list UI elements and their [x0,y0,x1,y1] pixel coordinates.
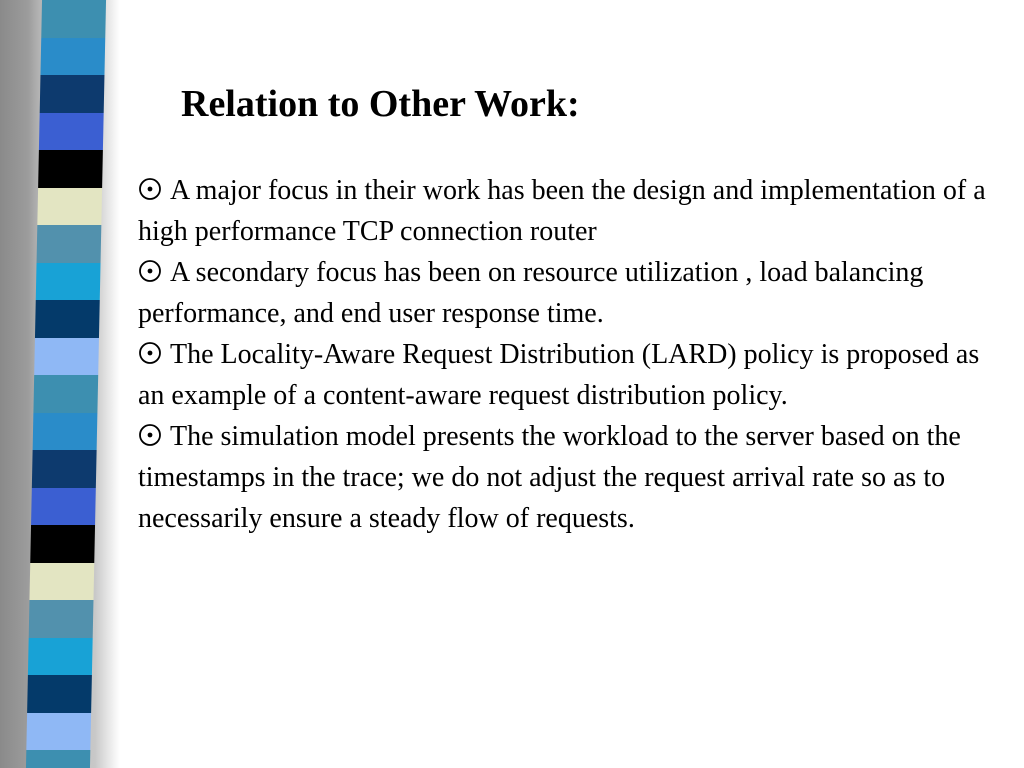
stripe-segment [31,488,96,526]
bullet-text-4: The simulation model presents the workload to the server based on the timestamps in the trace; we do not adjust the request arrival rate so as to necessarily ensure a steady flow of requests. [138,421,961,534]
stripe-segment [29,600,94,638]
stripe-segment [29,563,94,601]
stripe-segment [40,38,105,76]
stripe-segment [37,188,102,226]
bullet-text-3: The Locality-Aware Request Distribution (LARD) policy is proposed as an example of a content-aware request distribution policy. [138,339,980,411]
stripe-segment [33,375,98,413]
slide-title: Relation to Other Work: [181,83,580,125]
bullet-paragraph-4 [138,416,1008,539]
bullet-paragraph-3 [138,334,1008,416]
stripe-segment [39,113,104,151]
circled-dot-bullet-icon [138,170,170,211]
stripe-segment [40,75,105,113]
stripe-segment [34,338,99,376]
stripe-segment [28,638,93,676]
stripe-segment [38,150,103,188]
bullet-text-2: A secondary focus has been on resource utilization , load balancing performance, and end user response time. [138,257,924,329]
bullet-paragraph-2 [138,252,1008,334]
bullet-paragraph-1 [138,170,1008,252]
bullet-text-1: A major focus in their work has been the design and implementation of a high performance TCP connection router [138,175,986,247]
stripe-segment [33,413,98,451]
stripe-segment [32,450,97,488]
circled-dot-bullet-icon [138,334,170,375]
stripe-segment [26,713,91,751]
stripe-segment [27,675,92,713]
stripe-segment [36,263,101,301]
stripe-segment [35,300,100,338]
stripe-segment [30,525,95,563]
stripe-segment [37,225,102,263]
stripe-segment [26,750,90,768]
circled-dot-bullet-icon [138,416,170,457]
stripe-segment [41,0,106,38]
circled-dot-bullet-icon [138,252,170,293]
slide-body [138,170,1008,539]
